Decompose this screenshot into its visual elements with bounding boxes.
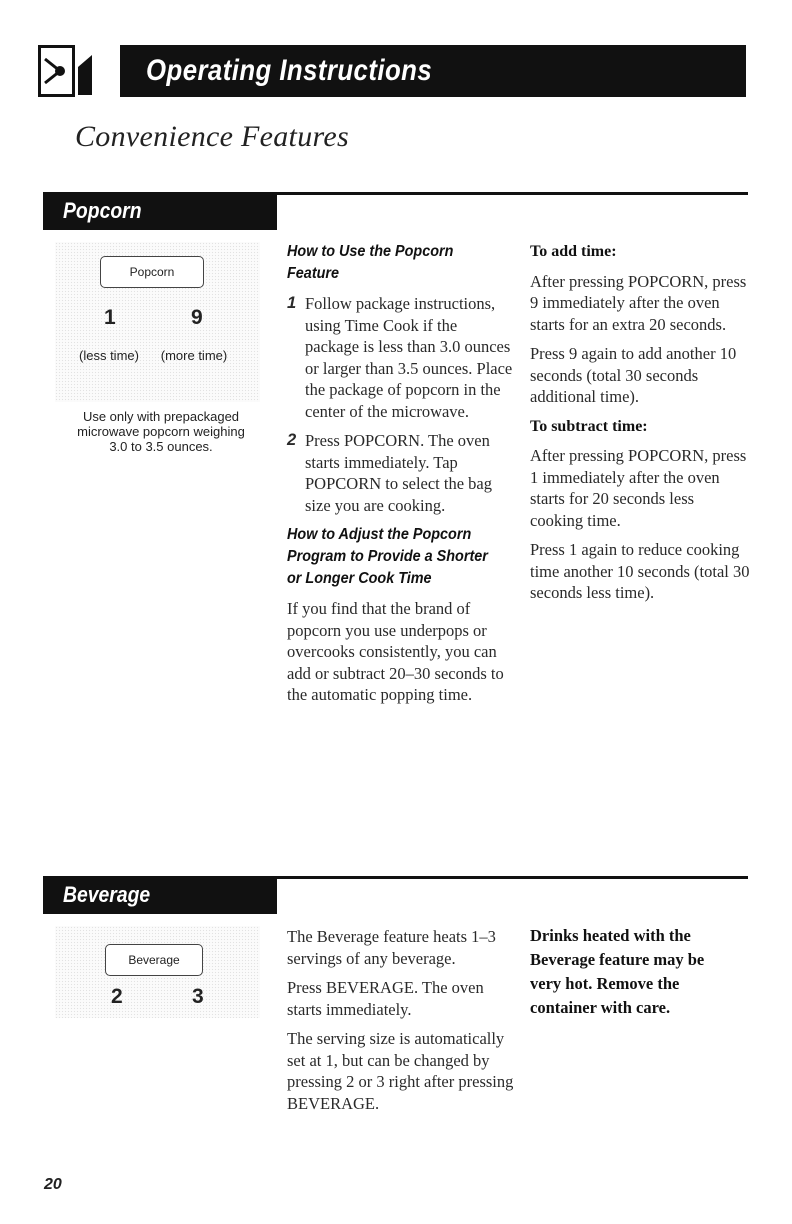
key-2: 2 (111, 985, 123, 1008)
less-time-label: (less time) (79, 348, 139, 363)
beverage-warning: Drinks heated with the Beverage feature may be very hot. Remove the container with care. (530, 926, 705, 1017)
page-header-title: Operating Instructions (120, 45, 746, 97)
subtract-time-p1: After pressing POPCORN, press 1 immediately after the oven starts for 20 seconds less cooking time. (530, 446, 747, 530)
add-time-heading: To add time: (530, 243, 617, 260)
beverage-p3: The serving size is automatically set at 1, but can be changed by pressing 2 or 3 right after pressing BEVERAGE. (287, 1029, 514, 1113)
popcorn-note: Use only with prepackaged microwave popcorn weighing 3.0 to 3.5 ounces. (77, 409, 245, 454)
popcorn-adjust-column (530, 241, 750, 612)
key-9: 9 (191, 306, 203, 329)
beverage-p1: The Beverage feature heats 1–3 servings of any beverage. (287, 927, 496, 968)
key-3: 3 (192, 985, 204, 1008)
beverage-instructions-column (287, 926, 515, 1122)
how-to-adjust-heading: How to Adjust the Popcorn Program to Provide a Shorter or Longer Cook Time (287, 526, 488, 587)
add-time-p1: After pressing POPCORN, press 9 immediately after the oven starts for an extra 20 seconds. (530, 271, 747, 334)
more-time-label: (more time) (160, 348, 228, 363)
subtract-time-p2: Press 1 again to reduce cooking time another 10 seconds (total 30 seconds less time). (530, 540, 750, 602)
beverage-key: Beverage (105, 944, 203, 976)
subtract-time-heading: To subtract time: (530, 417, 648, 435)
popcorn-instructions-column (287, 241, 515, 714)
popcorn-key: Popcorn (100, 256, 204, 288)
step-2: 2 Press POPCORN. The oven starts immediately. Tap POPCORN to select the bag size you are cooking. (287, 431, 492, 515)
beverage-keypad-panel (55, 926, 260, 1018)
step-1: 1 Follow package instructions, using Time Cook if the package is less than 3.0 ounces or larger than 3.5 ounces. Place the package of popcorn in the center of the microwave. (287, 294, 513, 421)
key-1: 1 (104, 306, 116, 329)
beverage-p2: Press BEVERAGE. The oven starts immediately. (287, 978, 484, 1019)
microwave-door-icon (38, 45, 94, 97)
how-to-use-heading: How to Use the Popcorn Feature (287, 243, 454, 282)
page-number: 20 (44, 1176, 62, 1193)
section-tab-beverage: Beverage (43, 876, 277, 914)
popcorn-keypad-panel (55, 242, 260, 402)
how-to-adjust-text: If you find that the brand of popcorn you use underpops or overcooks consistently, you can add or subtract 20–30 seconds to the automatic popping time. (287, 599, 504, 704)
add-time-p2: Press 9 again to add another 10 seconds (total 30 seconds additional time). (530, 344, 737, 406)
section-tab-popcorn: Popcorn (43, 192, 277, 230)
page-subtitle: Convenience Features (75, 120, 349, 153)
